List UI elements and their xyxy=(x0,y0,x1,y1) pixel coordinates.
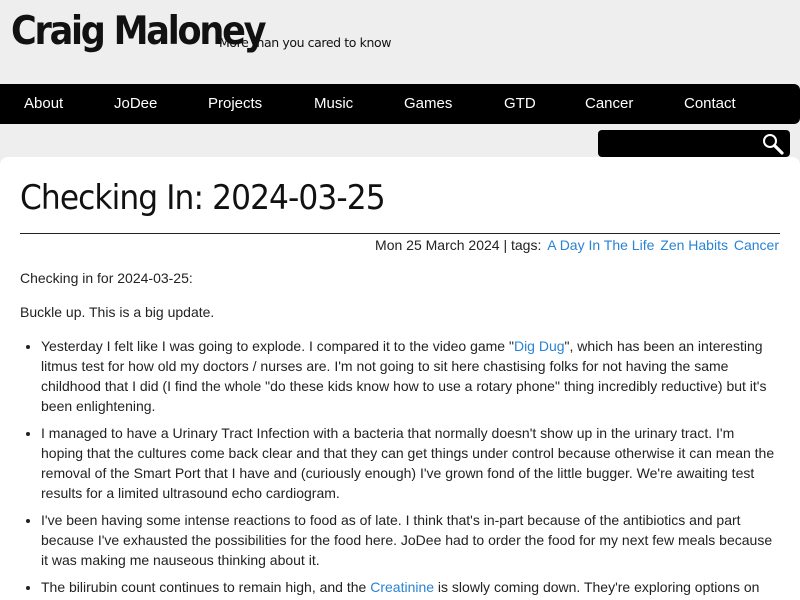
post-content xyxy=(0,157,800,600)
creatinine-link[interactable]: Creatinine xyxy=(370,579,435,595)
nav-item-contact[interactable]: Contact xyxy=(684,95,736,112)
post-meta xyxy=(375,237,779,254)
tag-link[interactable]: A Day In The Life xyxy=(547,237,655,253)
list-item-text: The bilirubin count continues to remain high, and the xyxy=(41,579,371,595)
site-tagline: More than you cared to know xyxy=(219,35,392,50)
nav-item-gtd[interactable]: GTD xyxy=(504,95,536,112)
update-list xyxy=(20,336,780,597)
nav-item-projects[interactable]: Projects xyxy=(208,95,263,112)
list-item xyxy=(41,577,780,597)
main-nav xyxy=(0,84,800,124)
nav-item-music[interactable]: Music xyxy=(314,95,354,112)
nav-item-about[interactable]: About xyxy=(24,95,64,112)
list-item-text: ", which has been an interesting litmus test for how old my doctors / nurses are. I'm not going to sit here chastising folks for not having the same childhood that I did (I find the whole "do these kids know how to use a rotary phone" thing incredibly reductive) but it's been enlightening. xyxy=(41,338,767,414)
site-title[interactable]: Craig Maloney xyxy=(11,9,265,54)
post-body xyxy=(20,268,780,600)
list-item xyxy=(41,336,780,416)
list-item-text: Yesterday I felt like I was going to explode. I compared it to the video game " xyxy=(41,338,514,354)
site-header xyxy=(0,0,800,83)
list-item-text: is slowly coming down. They're exploring options on xyxy=(434,579,760,595)
dig-dug-link[interactable]: Dig Dug xyxy=(513,338,565,354)
search-input[interactable] xyxy=(604,134,753,155)
search-icon[interactable] xyxy=(762,133,784,155)
post-title[interactable]: Checking In: 2024-03-25 xyxy=(20,178,385,218)
tags-prefix: | tags: xyxy=(503,237,542,253)
post-date: Mon 25 March 2024 xyxy=(375,237,500,253)
intro-paragraph: Checking in for 2024-03-25: xyxy=(20,270,193,286)
tag-link[interactable]: Zen Habits xyxy=(660,237,728,253)
nav-item-jodee[interactable]: JoDee xyxy=(114,95,158,112)
list-item: • I managed to have a Urinary Tract Infection with a bacteria that normally doesn't show up in the urinary tract. I'm hoping that the cultures come back clear and that they can get things under control because otherwise it can mean the removal of the Smart Port that I have and (curiously enough) I've grown fond of the little bugger. We're awaiting test results for a limited ultrasound echo cardiogram. xyxy=(41,423,780,503)
title-divider xyxy=(20,233,780,234)
lead-paragraph: Buckle up. This is a big update. xyxy=(20,304,215,320)
list-item: • I've been having some intense reactions to food as of late. I think that's in-part because of the antibiotics and part because I've exhausted the possibilities for the food here. JoDee had to order the food for my next few meals because it was making me nauseous thinking about it. xyxy=(41,510,780,570)
nav-item-games[interactable]: Games xyxy=(404,95,453,112)
nav-item-cancer[interactable]: Cancer xyxy=(585,95,634,112)
tag-link[interactable]: Cancer xyxy=(733,237,779,253)
